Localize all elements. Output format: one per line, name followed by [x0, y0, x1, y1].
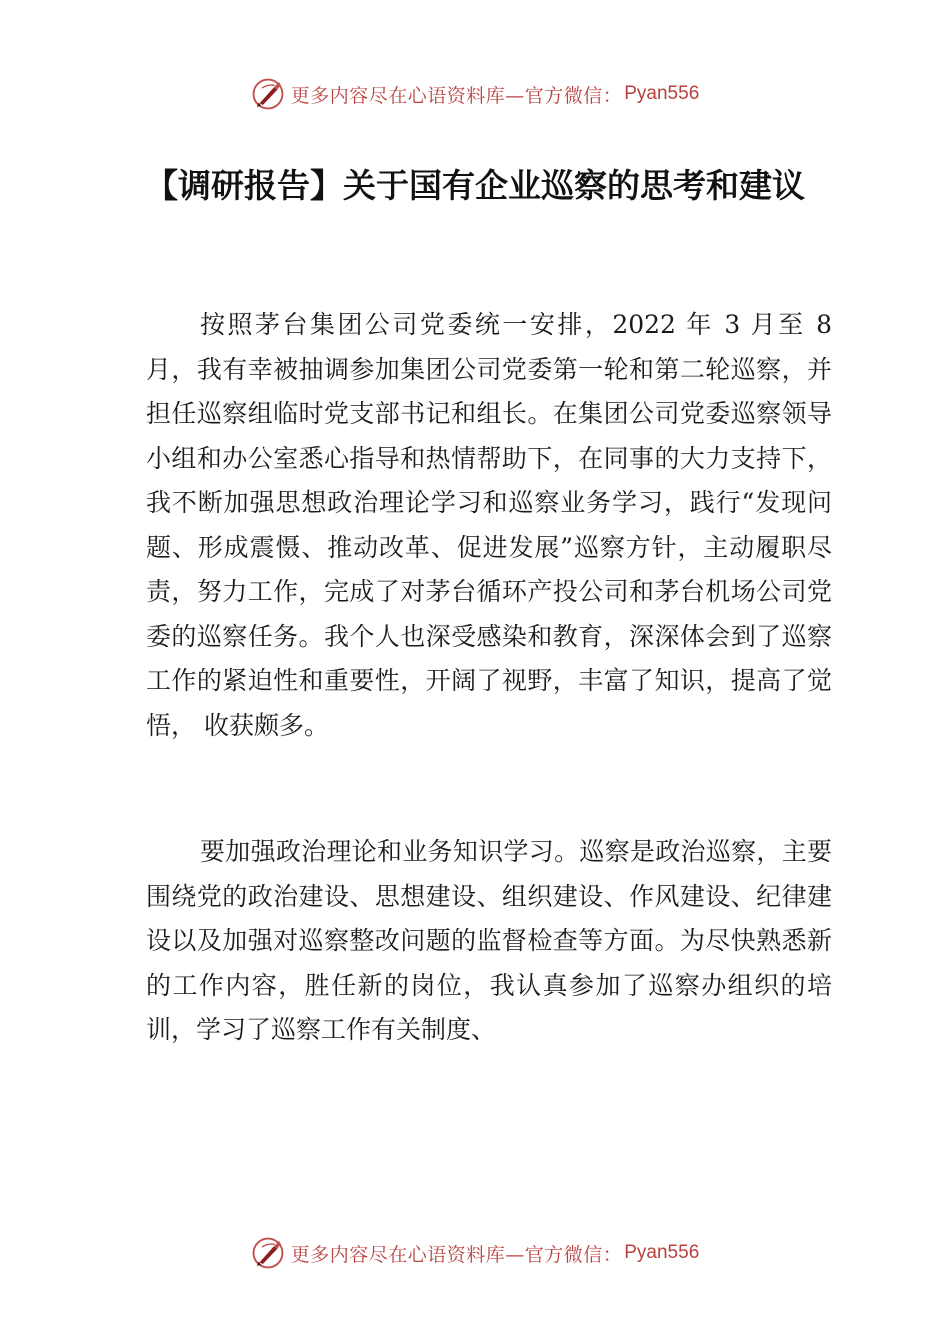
pen-nib-logo-icon — [251, 77, 285, 111]
banner-text: 更多内容尽在心语资料库—官方微信： — [290, 1243, 623, 1266]
paragraph-2: 要加强政治理论和业务知识学习。巡察是政治巡察，主要围绕党的政治建设、思想建设、组织建设、作风建设、纪律建设以及加强对巡察整改问题的监督检查等方面。为尽快熟悉新的工作内容，胜任新的岗位，我认真参加了巡察办组织的培训，学习了巡察工作有关制度、 — [146, 837, 832, 1044]
wechat-id: Pyan556 — [624, 83, 700, 104]
document-title: 【调研报告】关于国有企业巡察的思考和建议 — [145, 166, 805, 205]
wechat-id: Pyan556 — [624, 1242, 700, 1263]
banner-text: 更多内容尽在心语资料库—官方微信： — [290, 84, 623, 107]
footer-banner — [0, 1231, 950, 1275]
paragraph-1: 按照茅台集团公司党委统一安排，2022 年 3 月至 8 月，我有幸被抽调参加集团公司党委第一轮和第二轮巡察，并担任巡察组临时党支部书记和组长。在集团公司党委巡察领导小组和办公室悉心指导和热情帮助下，在同事的大力支持下，我不断加强思想政治理论学习和巡察业务学习，践行“发现问题、形成震慑、推动改革、促进发展”巡察方针，主动履职尽责，努力工作，完成了对茅台循环产投公司和茅台机场公司党委的巡察任务。我个人也深受感染和教育，深深体会到了巡察工作的紧迫性和重要性，开阔了视野，丰富了知识，提高了觉悟， 收获颇多。 — [146, 310, 832, 740]
pen-nib-logo-icon — [251, 1236, 285, 1270]
header-banner — [0, 72, 950, 116]
